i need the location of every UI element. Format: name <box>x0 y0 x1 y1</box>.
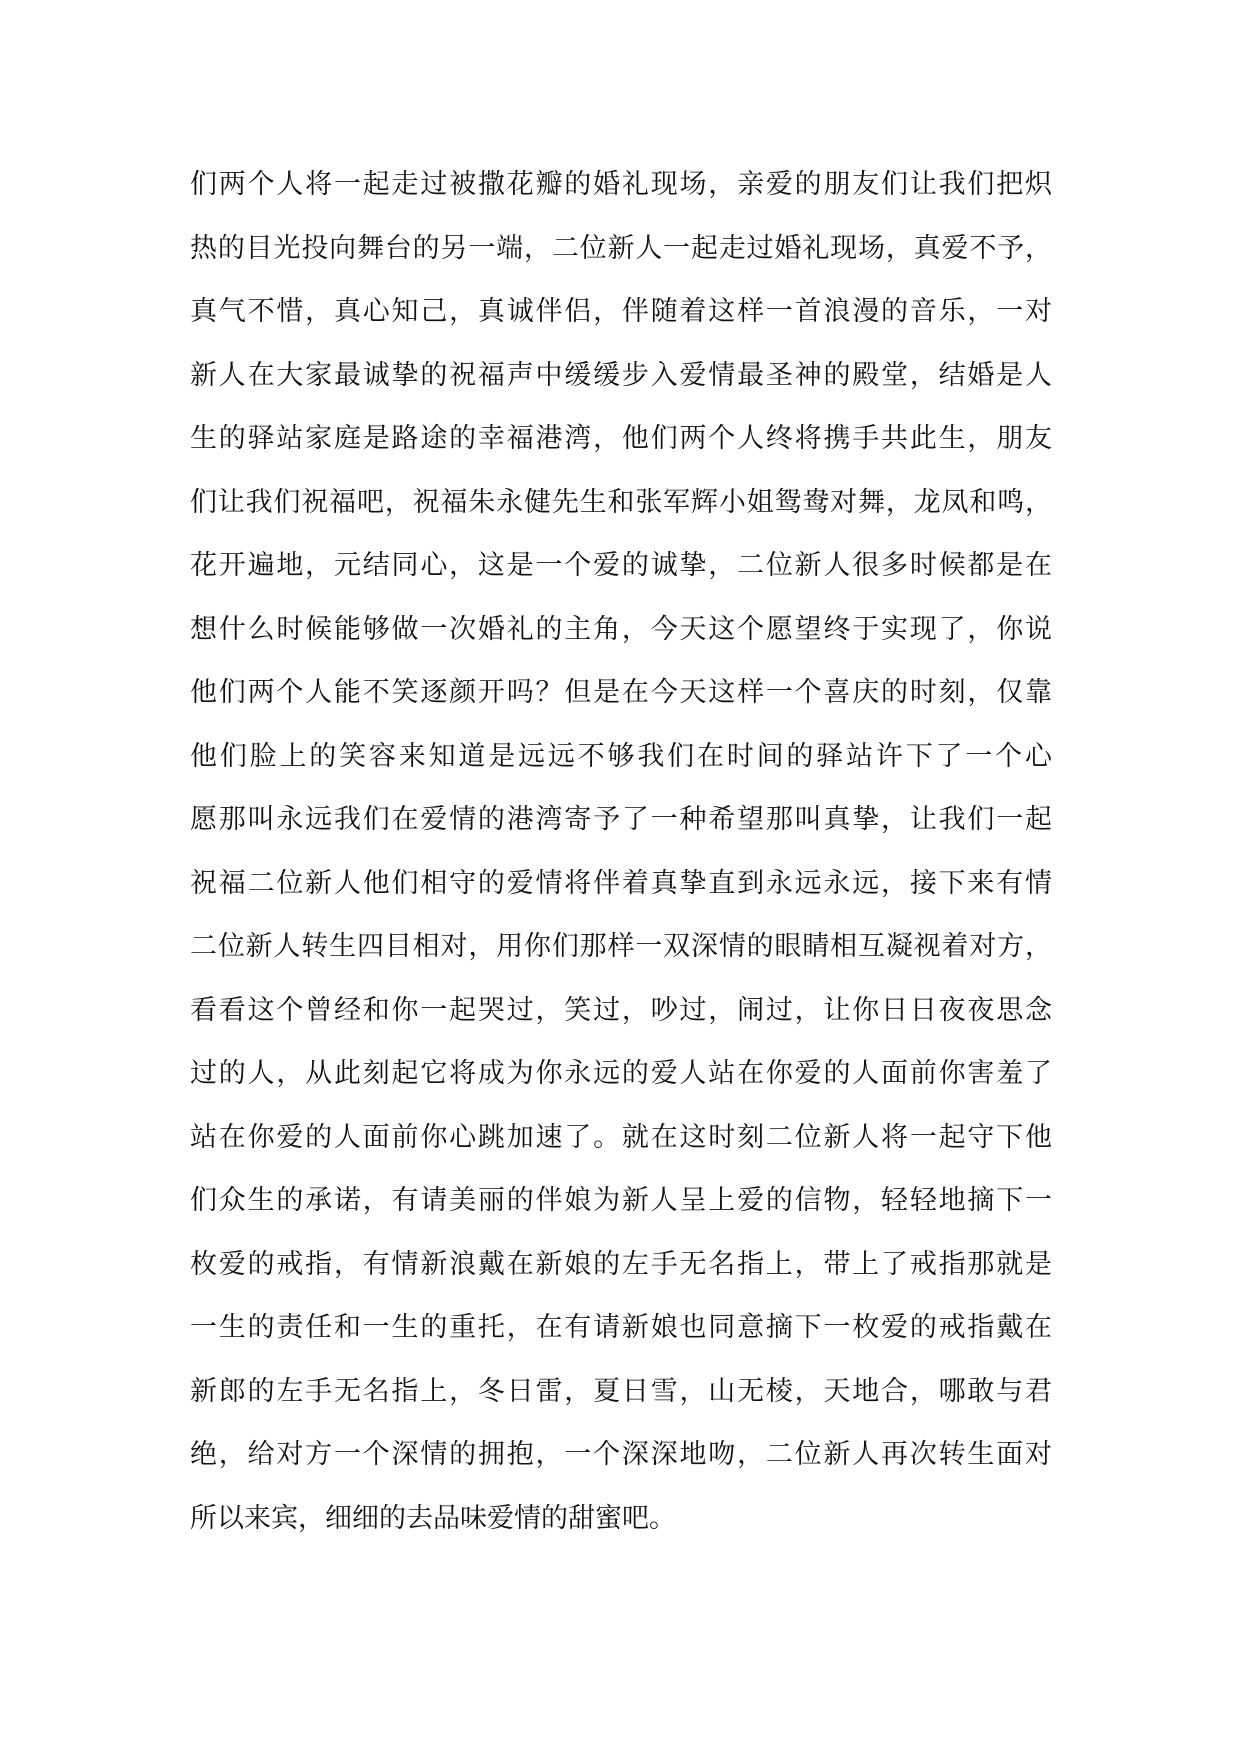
text-line: 们让我们祝福吧，祝福朱永健先生和张军辉小姐鸳鸯对舞，龙凤和鸣， <box>190 486 1052 518</box>
text-line: 们众生的承诺，有请美丽的伴娘为新人呈上爱的信物，轻轻地摘下一 <box>190 1185 1052 1216</box>
text-line: 看看这个曾经和你一起哭过，笑过，吵过，闹过，让你日日夜夜思念 <box>190 994 1052 1026</box>
text-line: 他们两个人能不笑逐颜开吗？但是在今天这样一个喜庆的时刻，仅靠 <box>190 677 1052 708</box>
text-line: 一生的责任和一生的重托，在有请新娘也同意摘下一枚爱的戒指戴在 <box>190 1312 1052 1343</box>
text-line: 祝福二位新人他们相守的爱情将伴着真挚直到永远永远，接下来有情 <box>190 867 1052 899</box>
text-line: 想什么时候能够做一次婚礼的主角，今天这个愿望终于实现了，你说 <box>190 613 1052 645</box>
text-line: 站在你爱的人面前你心跳加速了。就在这时刻二位新人将一起守下他 <box>190 1121 1052 1153</box>
text-line: 花开遍地，元结同心，这是一个爱的诚挚，二位新人很多时候都是在 <box>190 550 1052 581</box>
text-line: 他们脸上的笑容来知道是远远不够我们在时间的驿站许下了一个心 <box>190 740 1052 772</box>
text-line-last: 所以来宾，细细的去品味爱情的甜蜜吧。 <box>190 1502 676 1534</box>
text-line: 新人在大家最诚挚的祝福声中缓缓步入爱情最圣神的殿堂，结婚是人 <box>190 359 1052 391</box>
text-line: 新郎的左手无名指上，冬日雷，夏日雪，山无棱，天地合，哪敢与君 <box>190 1375 1052 1407</box>
text-line: 真气不惜，真心知己，真诚伴侣，伴随着这样一首浪漫的音乐，一对 <box>190 296 1052 327</box>
body-text <box>190 153 1052 1550</box>
text-line: 二位新人转生四目相对，用你们那样一双深情的眼睛相互凝视着对方， <box>190 931 1052 962</box>
text-line: 愿那叫永远我们在爱情的港湾寄予了一种希望那叫真挚，让我们一起 <box>190 804 1052 835</box>
text-line: 绝，给对方一个深情的拥抱，一个深深地吻，二位新人再次转生面对 <box>190 1439 1052 1470</box>
text-line: 过的人，从此刻起它将成为你永远的爱人站在你爱的人面前你害羞了 <box>190 1058 1052 1089</box>
text-line: 热的目光投向舞台的另一端，二位新人一起走过婚礼现场，真爱不予， <box>190 232 1052 264</box>
text-line: 们两个人将一起走过被撒花瓣的婚礼现场，亲爱的朋友们让我们把炽 <box>190 169 1052 200</box>
text-line: 枚爱的戒指，有情新浪戴在新娘的左手无名指上，带上了戒指那就是 <box>190 1248 1052 1280</box>
text-line: 生的驿站家庭是路途的幸福港湾，他们两个人终将携手共此生，朋友 <box>190 423 1052 454</box>
